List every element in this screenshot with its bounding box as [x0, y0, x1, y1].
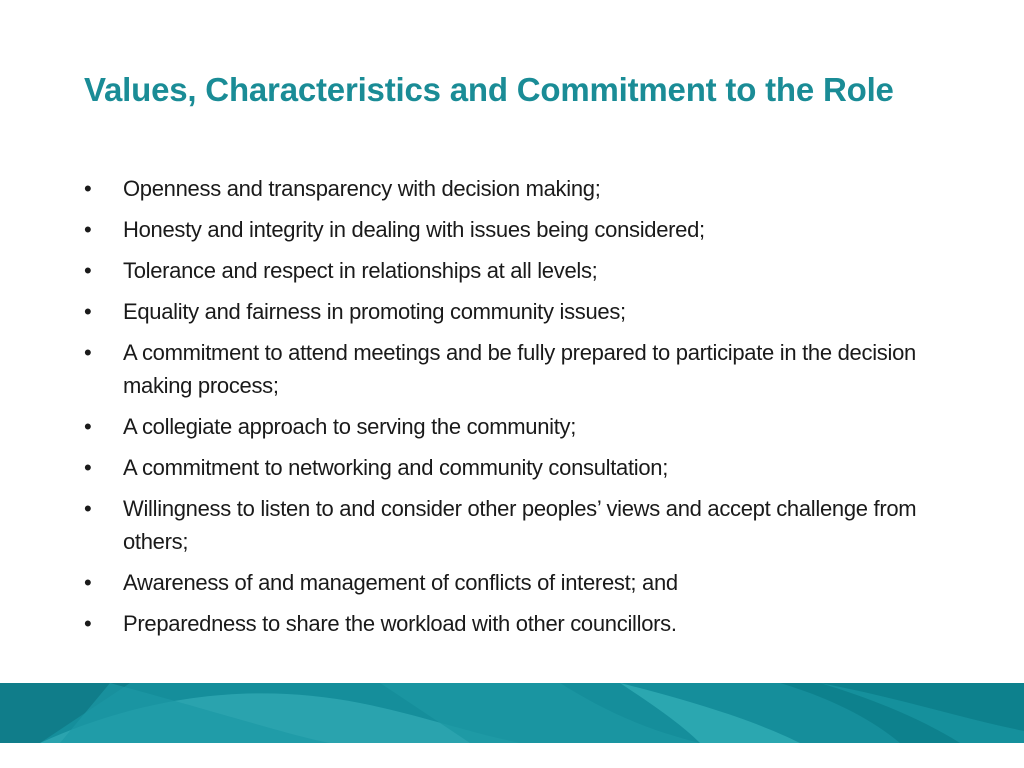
bullet-text: Preparedness to share the workload with other councillors.	[123, 611, 677, 636]
bullet-dot-icon: •	[84, 299, 92, 324]
slide-title: Values, Characteristics and Commitment to the Role	[84, 71, 894, 108]
bullet-item	[84, 213, 954, 246]
bullet-dot-icon: •	[84, 217, 92, 242]
bullet-dot-icon: •	[84, 611, 92, 636]
bullet-text: Tolerance and respect in relationships at all levels;	[123, 258, 598, 283]
bullet-dot-icon: •	[84, 340, 92, 365]
bullet-text: Equality and fairness in promoting community issues;	[123, 299, 626, 324]
bullet-dot-icon: •	[84, 570, 92, 595]
bullet-text: Willingness to listen to and consider other peoples’ views and accept challenge from others;	[123, 496, 917, 554]
bullet-item	[84, 172, 954, 205]
bullet-text: A collegiate approach to serving the community;	[123, 414, 577, 439]
bullet-dot-icon: •	[84, 414, 92, 439]
bullet-text: Openness and transparency with decision making;	[123, 176, 601, 201]
bullet-item	[84, 451, 954, 484]
bullet-item	[84, 607, 954, 640]
bottom-strip	[0, 743, 1024, 768]
bullet-text: A commitment to attend meetings and be fully prepared to participate in the decision making process;	[123, 340, 916, 398]
bullet-list	[84, 172, 954, 648]
bullet-dot-icon: •	[84, 258, 92, 283]
bullet-text: Awareness of and management of conflicts of interest; and	[123, 570, 678, 595]
bullet-dot-icon: •	[84, 176, 92, 201]
bullet-item	[84, 295, 954, 328]
bullet-item	[84, 410, 954, 443]
bullet-item	[84, 254, 954, 287]
bullet-item	[84, 566, 954, 599]
bullet-item	[84, 492, 954, 558]
bullet-dot-icon: •	[84, 496, 92, 521]
footer-decorative-band	[0, 683, 1024, 743]
footer-wave-graphic	[0, 683, 1024, 743]
bullet-text: Honesty and integrity in dealing with issues being considered;	[123, 217, 705, 242]
bullet-item	[84, 336, 954, 402]
bullet-text: A commitment to networking and community consultation;	[123, 455, 669, 480]
bullet-dot-icon: •	[84, 455, 92, 480]
